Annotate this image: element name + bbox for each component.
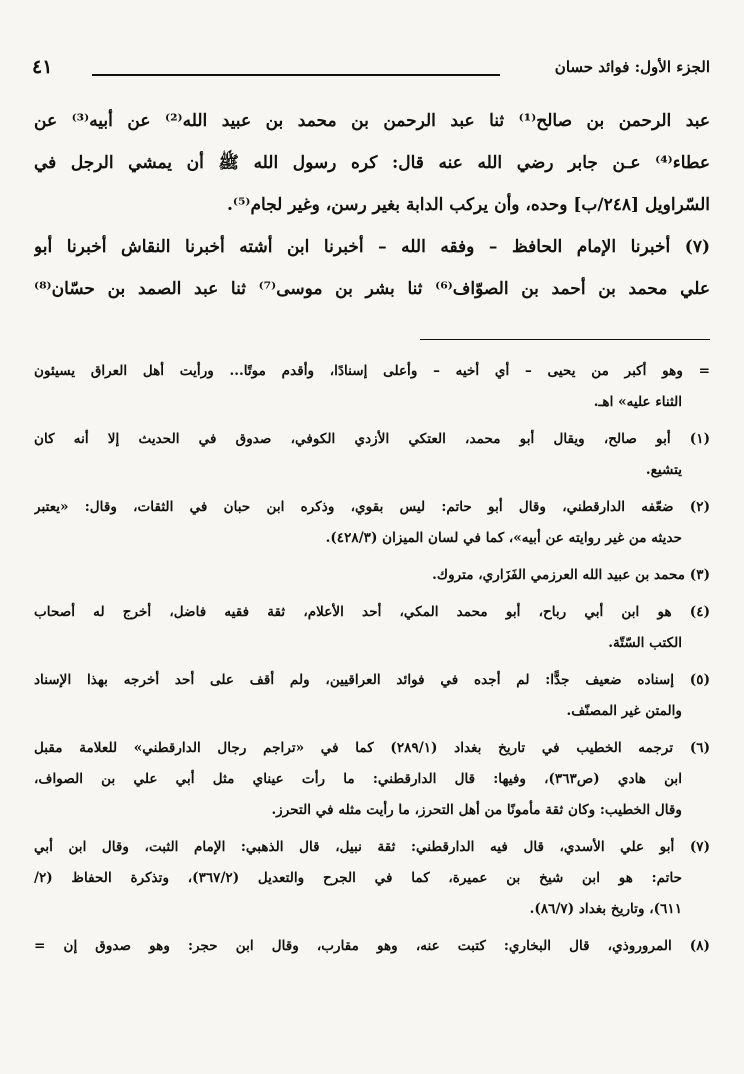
footnote-line: (٤) هو ابن أبي رباح، أبو محمد المكي، أحد الأعلام، ثقة فقيه فاضل، أخرج له أصحاب xyxy=(34,604,710,620)
footnote-2 xyxy=(34,492,710,554)
main-line: عطاء⁽⁴⁾ عـن جابر رضي الله عنه قال: كره رسول الله ﷺ أن يمشي الرجل في xyxy=(34,153,710,173)
footnote-line: (٦) ترجمه الخطيب في تاريخ بغداد (٢٨٩/١) كما في «تراجم رجال الدارقطني» للعلامة مقبل xyxy=(34,740,710,756)
footnote-line: ابن هادي (ص٣٦٣)، وفيها: قال الدارقطني: ما رأت عيناي مثل أبي علي بن الصواف، xyxy=(34,771,682,787)
footnote-3 xyxy=(34,560,710,591)
footnote-line: (٨) المروروذي، قال البخاري: كتبت عنه، وهو مقارب، وقال ابن حجر: وهو صدوق إن = xyxy=(34,938,710,954)
footnote-continuation xyxy=(34,356,710,418)
main-line: علي محمد بن أحمد بن الصوّاف⁽⁶⁾ ثنا بشر بن موسى⁽⁷⁾ ثنا عبد الصمد بن حسّان⁽⁸⁾ xyxy=(34,279,710,299)
footnote-line: الكتب السّتّة. xyxy=(608,635,682,651)
footnote-line: حديثه من غير روايته عن أبيه»، كما في لسان الميزان (٤٢٨/٣). xyxy=(325,530,682,546)
footnote-line: وقال الخطيب: وكان ثقة مأمونًا من أهل التحرز، ما رأيت مثله في التحرز. xyxy=(271,802,682,818)
footnote-line: (١) أبو صالح، ويقال أبو محمد، العتكي الأزدي الكوفي، صدوق في الحديث إلا أنه كان xyxy=(34,431,710,447)
footnote-line: (٣) محمد بن عبيد الله العرزمي الفَزَاري، متروك. xyxy=(432,567,710,583)
footnote-line: يتشيع. xyxy=(645,462,682,478)
footnote-7 xyxy=(34,832,710,925)
footnote-line: ٦١١)، وتاريخ بغداد (٨٦/٧). xyxy=(529,901,682,917)
main-line: السّراويل [٢٤٨/ب] وحده، وأن يركب الدابة بغير رسن، وغير لجام⁽⁵⁾. xyxy=(226,195,710,215)
footnote-line: (٧) أبو علي الأسدي، قال فيه الدارقطني: ثقة نبيل، قال الذهبي: الإمام الثبت، وقال ابن أبي xyxy=(34,839,710,855)
footnote-line: الثناء عليه» اهـ. xyxy=(593,394,682,410)
header-rule xyxy=(92,74,500,76)
running-header xyxy=(32,58,710,88)
main-text xyxy=(34,100,710,310)
page-number: ٤١ xyxy=(32,56,53,78)
footnote-separator xyxy=(420,339,710,340)
main-line: عبد الرحمن بن صالح⁽¹⁾ ثنا عبد الرحمن بن محمد بن عبيد الله⁽²⁾ عن أبيه⁽³⁾ عن xyxy=(34,111,710,131)
footnote-line: حاتم: هو ابن شيخ بن عميرة، كما في الجرح والتعديل (٣٦٧/٢)، وتذكرة الحفاظ (٢/ xyxy=(34,870,682,886)
footnote-line: (٥) إسناده ضعيف جدًّا: لم أجده في فوائد العراقيين، ولم أقف على أحد أخرجه بهذا الإسناد xyxy=(34,672,710,688)
footnote-line: = وهو أكبر من يحيى – أي أخيه – وأعلى إسنادًا، وأقدم موتًا... ورأيت أهل العراق يسيئون xyxy=(34,363,710,379)
footnote-line: (٢) ضعّفه الدارقطني، وقال أبو حاتم: ليس بقوي، وذكره ابن حبان في الثقات، وقال: «يعتبر xyxy=(34,499,710,515)
footnotes xyxy=(34,356,710,968)
running-title: الجزء الأول: فوائد حسان xyxy=(554,58,710,76)
footnote-4 xyxy=(34,597,710,659)
footnote-5 xyxy=(34,665,710,727)
footnote-6 xyxy=(34,733,710,826)
footnote-8 xyxy=(34,931,710,962)
footnote-line: والمتن غير المصنّف. xyxy=(566,703,682,719)
footnote-1 xyxy=(34,424,710,486)
main-line: (٧) أخبرنا الإمام الحافظ – وفقه الله – أخبرنا ابن أشته أخبرنا النقاش أخبرنا أبو xyxy=(34,237,710,257)
